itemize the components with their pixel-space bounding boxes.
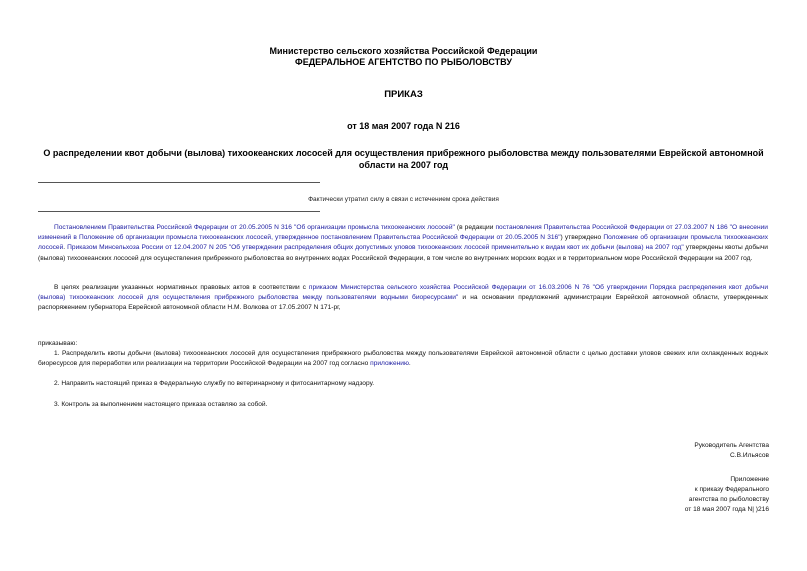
order-item-1-end: . — [408, 360, 411, 368]
basis-text-1: В целях реализации указанных нормативных правовых актов в соответствии с — [54, 284, 309, 291]
order-item-3: 3. Контроль за выполнением настоящего приказа оставляю за собой. — [54, 401, 268, 408]
link-minselkhoz-order-205[interactable]: Приказом Минсельхоза России от 12.04.2007 N 205 "Об утверждении распределения общих допустимых уловов тихоокеанских лососей применительно к видам квот их добычи (вылова) на 2007 год" — [67, 244, 684, 252]
link-government-decree-186[interactable]: постановления Правительства Российской Федерации от 27.03.2007 N 186 "О внесении изменений в Положение об организации промысла тихоокеанских лососей, утвержденное постановлением Правительства Российской Федерации от 20.05.2005 N 316" — [38, 224, 768, 242]
link-salmon-regulation[interactable]: Положение об организации промысла тихоокеанских лососей — [38, 234, 768, 252]
appendix-header — [685, 475, 769, 515]
preamble-paragraph — [38, 223, 768, 264]
link-government-decree-316[interactable]: Постановлением Правительства Российской Федерации от 20.05.2005 N 316 "Об организации промысла тихоокеанских лососей" — [54, 224, 455, 231]
basis-paragraph — [38, 283, 768, 314]
basis-text-2: и на основании предложений администрации Еврейской автономной области, утвержденных распоряжением губернатора Еврейской автономной области Н.М. Волкова от 17.05.2007 N 171-рг, — [38, 294, 768, 312]
divider-bottom — [38, 211, 320, 212]
order-item-1-text: 1. Распределить квоты добычи (вылова) тихоокеанских лососей для осуществления прибрежного рыболовства между пользователями Еврейской автономной области с целью доставки уловов свежих или охлажденных водных биоресурсов для переработки или реализации на территории Российской Федерации на 2007 год согласно — [38, 350, 768, 368]
orders-lead: приказываю: — [38, 340, 78, 347]
order-item-2: 2. Направить настоящий приказ в Федеральную службу по ветеринарному и фитосанитарному надзору. — [54, 380, 375, 387]
document-title: О распределении квот добычи (вылова) тихоокеанских лососей для осуществления прибрежного рыболовства между пользователями Еврейской автономной области на 2007 год — [43, 148, 764, 170]
signature-block — [694, 441, 769, 461]
signature-position: Руководитель Агентства — [694, 442, 769, 449]
preamble-text-3: . — [63, 244, 68, 252]
signature-name: С.В.Ильясов — [730, 452, 769, 459]
status-note: Фактически утратил силу в связи с истечением срока действия — [308, 196, 499, 203]
appendix-line-2: к приказу Федерального — [694, 486, 769, 493]
divider-top — [38, 182, 320, 183]
ministry-name: Министерство сельского хозяйства Российской Федерации — [269, 46, 538, 56]
appendix-line-3: агентства по рыболовству — [688, 496, 769, 503]
appendix-line-1: Приложение — [730, 476, 769, 483]
document-type: ПРИКАЗ — [384, 89, 423, 100]
preamble-text-2: ) утверждено — [560, 234, 604, 242]
appendix-line-4: от 18 мая 2007 года N| )216 — [684, 506, 769, 513]
order-item-1 — [38, 349, 768, 369]
document-date-number: от 18 мая 2007 года N 216 — [347, 121, 460, 131]
preamble-text-4: утверждены квоты добычи (вылова) тихоокеанских лососей для осуществления прибрежного рыболовства во внутренних водах Российской Федерации, в том числе во внутренних морских водах и в территориальном море Российской Федерации на 2007 год. — [38, 244, 768, 262]
preamble-text-1: (в редакции — [454, 224, 496, 231]
link-appendix[interactable]: приложению — [370, 360, 409, 368]
agency-name: ФЕДЕРАЛЬНОЕ АГЕНТСТВО ПО РЫБОЛОВСТВУ — [295, 57, 512, 67]
link-ministry-order-76[interactable]: приказом Министерства сельского хозяйства Российской Федерации от 16.03.2006 N 76 "Об утверждении Порядка распределения квот добычи (вылова) тихоокеанских лососей для осуществления прибрежного рыболовства между пользователями водными биоресурсами" — [38, 284, 769, 302]
